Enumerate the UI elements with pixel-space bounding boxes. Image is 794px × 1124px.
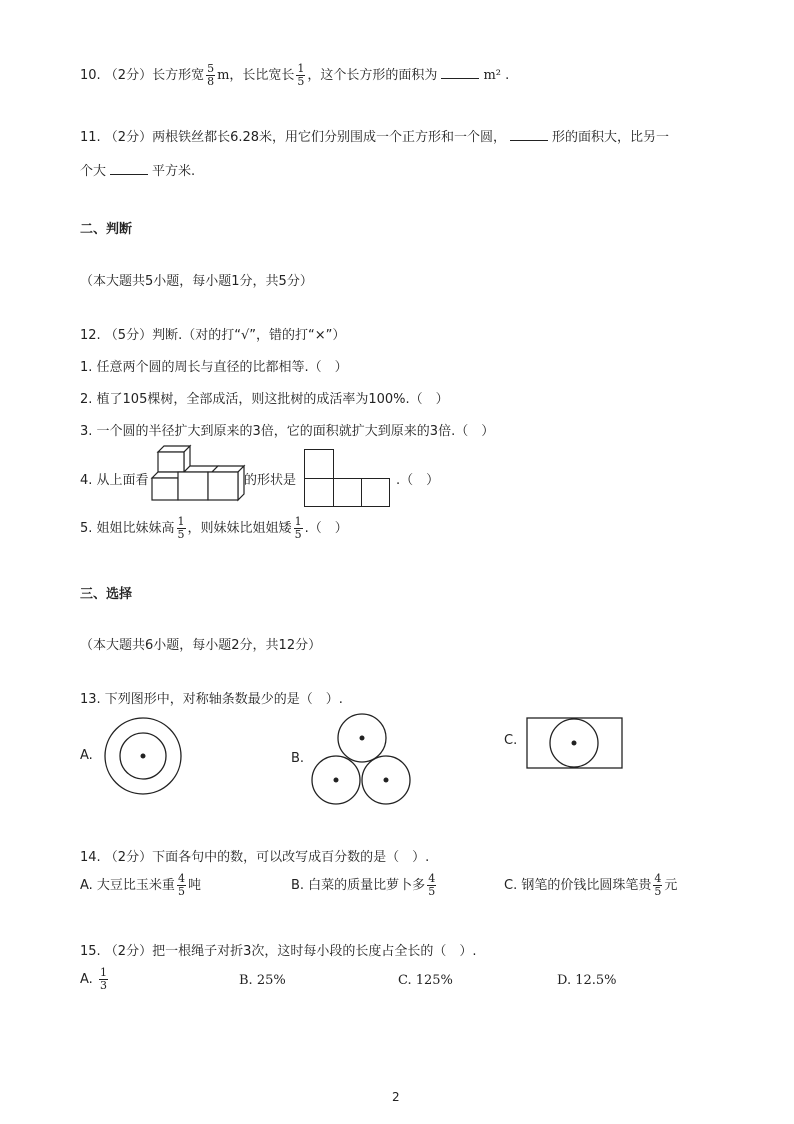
answer-blank xyxy=(510,128,548,141)
q14-option-a: A. 大豆比玉米重 $\frac{4}{5}$ 吨 xyxy=(80,872,201,898)
concentric-circles-figure xyxy=(103,716,183,796)
q14-option-b: B. 白菜的质量比萝卜多 $\frac{4}{5}$ xyxy=(291,872,436,898)
q12-item-1: 1. 任意两个圆的周长与直径的比都相等.（ ） xyxy=(80,360,348,375)
q15-option-b: B. 25% xyxy=(239,973,286,988)
q14-option-c: C. 钢笔的价钱比圆珠笔贵 $\frac{4}{5}$ 元 xyxy=(504,872,678,898)
question-13-stem: 13. 下列图形中，对称轴条数最少的是（ ）. xyxy=(80,692,343,707)
circle-in-rectangle-figure xyxy=(526,717,624,769)
fraction: $\frac{4}{5}$ xyxy=(177,872,185,898)
top-view-square xyxy=(304,449,334,479)
page-number: 2 xyxy=(392,1090,400,1104)
question-11-line2: 个大 平方米. xyxy=(80,164,196,179)
q13-option-a-label: A. xyxy=(80,748,93,763)
q15-option-c: C. 125% xyxy=(398,973,453,988)
fraction: $\frac{1}{3}$ xyxy=(99,966,107,992)
q12-item-4-end: .（ ） xyxy=(396,473,440,488)
question-10: 10. （2分）长方形宽 $\frac{5}{8}$ m，长比宽长 $\frac{1}{5}$ ，这个长方形的面积为 m² . xyxy=(80,62,510,88)
fraction: $\frac{4}{5}$ xyxy=(654,872,662,898)
question-14-stem: 14. （2分）下面各句中的数，可以改写成百分数的是（ ）. xyxy=(80,850,430,865)
q13-option-c-label: C. xyxy=(504,733,518,748)
q12-item-5: 5. 姐姐比妹妹高 $\frac{1}{5}$ ，则妹妹比姐姐矮 $\frac{1}{5}$ .（ ） xyxy=(80,515,348,541)
q12-item-4-label: 4. 从上面看 xyxy=(80,473,149,488)
answer-blank xyxy=(110,162,148,175)
top-view-square xyxy=(304,478,334,507)
q12-item-4-mid: 的形状是 xyxy=(244,473,297,488)
section-3-title: 三、选择 xyxy=(80,587,133,602)
section-3-note: （本大题共6小题，每小题2分，共12分） xyxy=(80,638,322,653)
question-11-line1: 11. （2分）两根铁丝都长6.28米，用它们分别围成一个正方形和一个圆， 形的面积大，比另一 xyxy=(80,130,670,145)
section-2-title: 二、判断 xyxy=(80,222,133,237)
q15-option-a: A. $\frac{1}{3}$ xyxy=(80,966,107,992)
q12-item-3: 3. 一个圆的半径扩大到原来的3倍，它的面积就扩大到原来的3倍.（ ） xyxy=(80,424,495,439)
fraction: $\frac{1}{5}$ xyxy=(297,62,305,88)
cube-stack-figure xyxy=(148,444,248,504)
q12-item-2: 2. 植了105棵树，全部成活，则这批树的成活率为100%.（ ） xyxy=(80,392,449,407)
top-view-square xyxy=(361,478,390,507)
q15-option-d: D. 12.5% xyxy=(557,973,617,988)
q10-prefix: 10. （2分）长方形宽 xyxy=(80,68,205,83)
question-15-stem: 15. （2分）把一根绳子对折3次，这时每小段的长度占全长的（ ）. xyxy=(80,944,477,959)
fraction: $\frac{1}{5}$ xyxy=(294,515,302,541)
top-view-square xyxy=(333,478,362,507)
three-circles-figure xyxy=(310,712,412,808)
fraction: $\frac{4}{5}$ xyxy=(428,872,436,898)
q13-option-b-label: B. xyxy=(291,751,305,766)
fraction: $\frac{5}{8}$ xyxy=(207,62,215,88)
question-12-stem: 12. （5分）判断.（对的打“√”，错的打“×”） xyxy=(80,328,346,343)
answer-blank xyxy=(441,66,479,79)
fraction: $\frac{1}{5}$ xyxy=(177,515,185,541)
section-2-note: （本大题共5小题，每小题1分，共5分） xyxy=(80,274,313,289)
